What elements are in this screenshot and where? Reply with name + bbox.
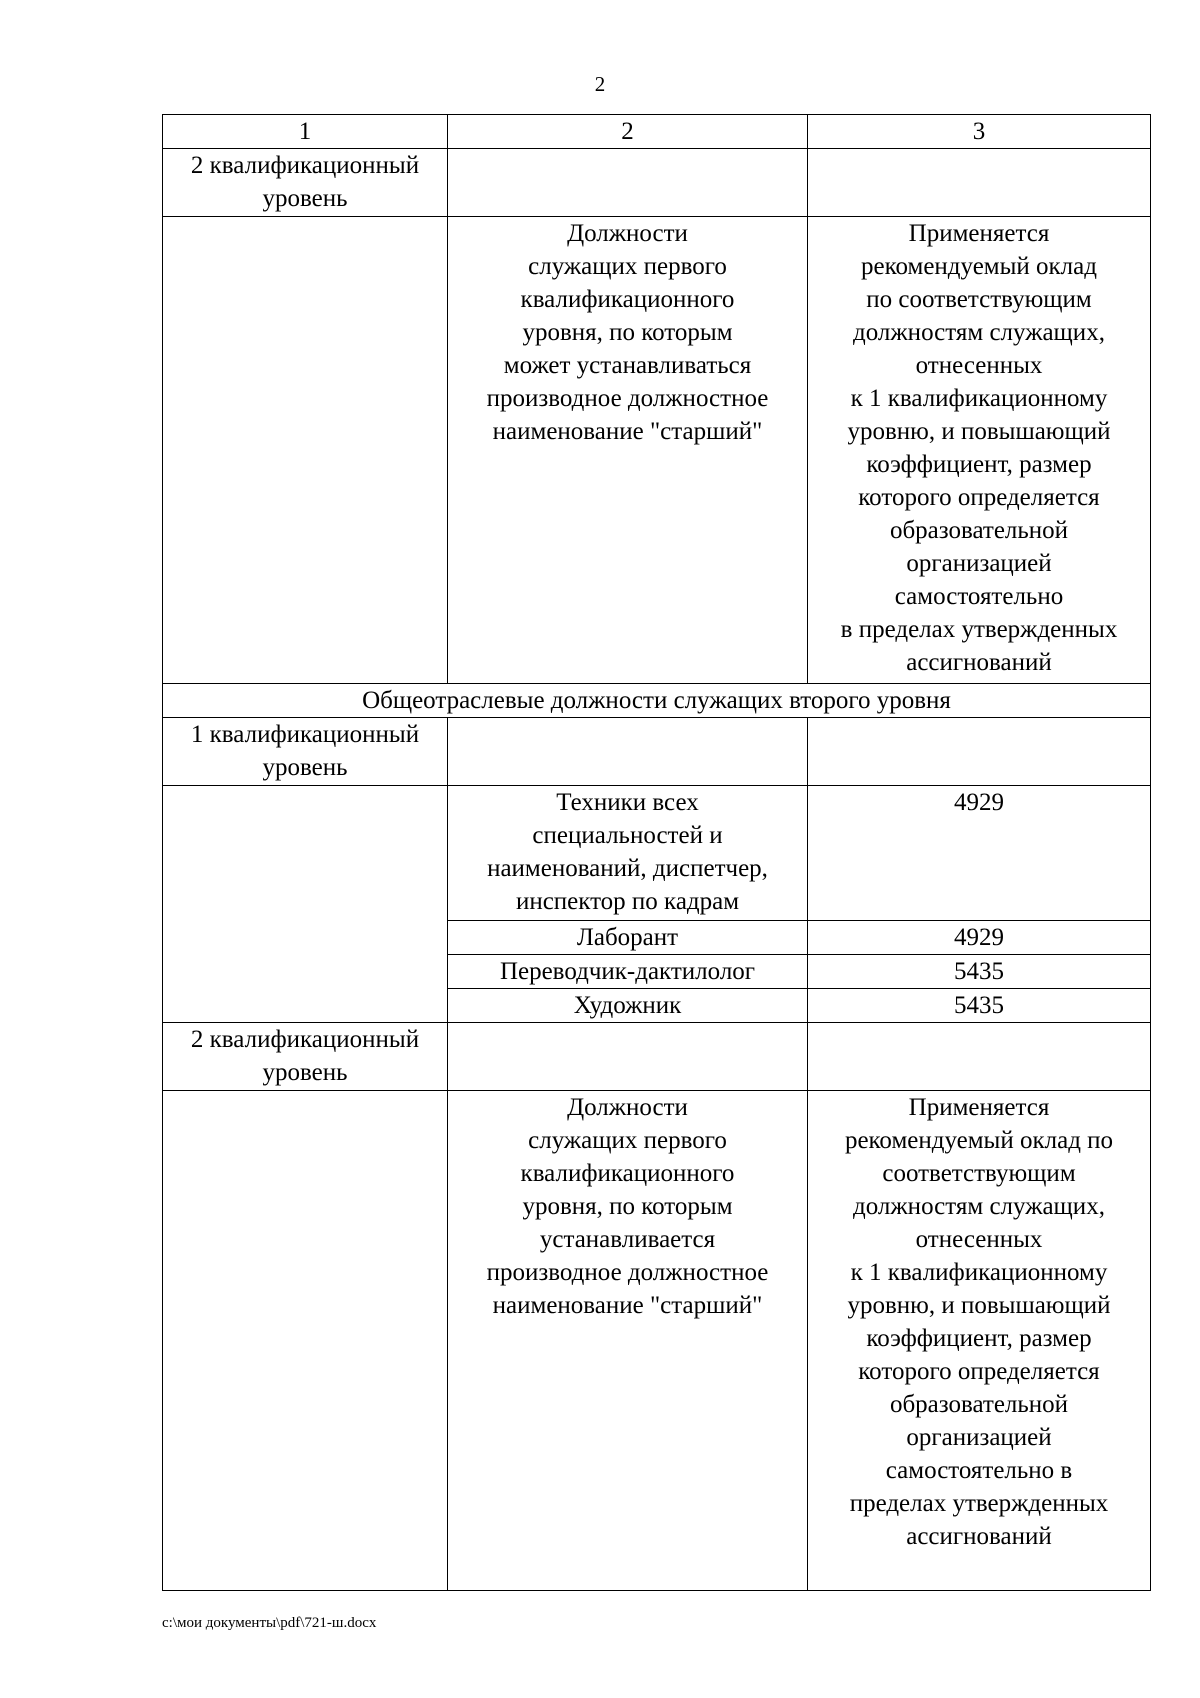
text-line: специальностей и [532,822,723,849]
header-cell-3: 3 [808,115,1151,149]
table-row [163,718,1151,786]
text-line: отнесенных [915,352,1043,379]
text-line: в пределах утвержденных [840,616,1118,643]
text-line: самостоятельно [894,583,1064,610]
section-title-row [163,684,1151,718]
text-line: рекомендуемый оклад по [844,1127,1114,1154]
level-label-cell [163,718,448,786]
empty-cell [448,718,808,786]
empty-cell [808,1023,1151,1091]
empty-cell [163,1091,448,1591]
table-row [163,786,1151,921]
text-line: рекомендуемый оклад [861,253,1097,280]
text-line: коэффициент, размер [866,1325,1092,1352]
text-line: квалификационного [520,286,735,313]
text-line: Техники всех [556,789,699,816]
position-cell: Лаборант [448,921,808,955]
empty-cell [448,1023,808,1091]
text-line: наименование "старший" [492,1292,763,1319]
level-label-cell [163,1023,448,1091]
table-row [163,1091,1151,1591]
text-line: которого определяется [858,484,1100,511]
text-line: квалификационного [520,1160,735,1187]
text-line: Применяется [908,220,1050,247]
text-line: по соответствующим [866,286,1092,313]
text-line: Должности [567,1094,688,1121]
salary-value: 4929 [808,921,1151,955]
empty-cell [163,786,448,1023]
positions-cell [448,1091,808,1591]
table-row [163,217,1151,684]
text-line: должностям служащих, [853,1193,1105,1220]
page-number: 2 [594,72,606,96]
text-line: служащих первого [528,1127,727,1154]
position-cell [448,786,808,921]
section-title: Общеотраслевые должности служащих второго уровня [163,684,1151,718]
empty-cell [808,149,1151,217]
text-line: уровню, и повышающий [847,418,1111,445]
text-line: образовательной [889,517,1069,544]
salary-value: 5435 [808,989,1151,1023]
text-line: к 1 квалификационному [850,1259,1108,1286]
text-line: служащих первого [528,253,727,280]
text-line: наименование "старший" [492,418,763,445]
text-line: должностям служащих, [853,319,1105,346]
text-line: ассигнований [906,1523,1052,1550]
text-line: организацией [906,1424,1052,1451]
text-line: уровня, по которым [522,319,733,346]
text-line: 1 квалификационный [190,721,420,748]
text-line: к 1 квалификационному [850,385,1108,412]
positions-cell [448,217,808,684]
text-line: коэффициент, размер [866,451,1092,478]
position-cell: Художник [448,989,808,1023]
empty-cell [163,217,448,684]
text-line: уровень [262,1059,348,1086]
text-line: ассигнований [906,649,1052,676]
text-line: инспектор по кадрам [515,888,740,915]
text-line: отнесенных [915,1226,1043,1253]
salary-table [162,114,1151,1591]
text-line: уровню, и повышающий [847,1292,1111,1319]
header-row [163,115,1151,149]
text-line: производное должностное [486,385,769,412]
header-cell-1: 1 [163,115,448,149]
text-line: самостоятельно в [885,1457,1073,1484]
empty-cell [448,149,808,217]
text-line: 2 квалификационный [190,152,420,179]
empty-cell [808,718,1151,786]
text-line: которого определяется [858,1358,1100,1385]
text-line: производное должностное [486,1259,769,1286]
text-line: уровень [262,754,348,781]
text-line: соответствующим [882,1160,1076,1187]
position-cell: Переводчик-дактилолог [448,955,808,989]
table-row [163,1023,1151,1091]
text-line: Должности [567,220,688,247]
text-line: может устанавливаться [503,352,752,379]
text-line: устанавливается [539,1226,716,1253]
salary-cell [808,1091,1151,1591]
table-row [163,149,1151,217]
text-line: Применяется [908,1094,1050,1121]
text-line: образовательной [889,1391,1069,1418]
text-line: уровень [262,185,348,212]
header-cell-2: 2 [448,115,808,149]
level-label-cell [163,149,448,217]
salary-cell [808,217,1151,684]
salary-value: 4929 [808,786,1151,921]
text-line: уровня, по которым [522,1193,733,1220]
text-line: организацией [906,550,1052,577]
salary-value: 5435 [808,955,1151,989]
text-line: наименований, диспетчер, [487,855,768,882]
footer-file-path: c:\мои документы\pdf\721-ш.docx [162,1615,377,1631]
text-line: 2 квалификационный [190,1026,420,1053]
text-line: пределах утвержденных [849,1490,1109,1517]
